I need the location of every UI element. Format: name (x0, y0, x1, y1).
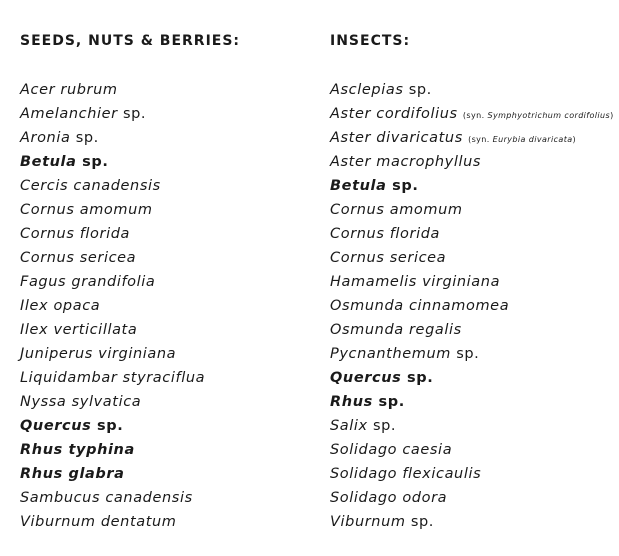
plant-genus: Osmunda (330, 322, 404, 338)
plant-suffix: sp. (82, 154, 109, 170)
plant-genus: Viburnum (330, 514, 406, 530)
plant-species: odora (402, 490, 448, 506)
plant-list-item (20, 390, 310, 414)
plant-suffix: sp. (408, 82, 432, 98)
plant-suffix: sp. (75, 130, 99, 146)
plant-genus: Aronia (20, 130, 71, 146)
plant-species: flexicaulis (402, 466, 482, 482)
plant-species: amomum (79, 202, 153, 218)
synonym-note (463, 111, 614, 120)
plant-genus: Ilex (20, 298, 49, 314)
plant-species: regalis (408, 322, 462, 338)
plant-genus: Solidago (330, 490, 398, 506)
seeds-list (20, 78, 310, 534)
plant-list-item (330, 486, 619, 510)
plant-genus: Pycnanthemum (330, 346, 451, 362)
plant-list-item (20, 438, 310, 462)
plant-species: styraciflua (122, 370, 206, 386)
synonym-prefix: (syn. (468, 135, 490, 144)
plant-list-item (330, 318, 619, 342)
synonym-suffix: ) (610, 111, 614, 120)
insects-column (330, 32, 619, 534)
plant-list-item (20, 102, 310, 126)
plant-list-item (20, 126, 310, 150)
plant-list-item (330, 366, 619, 390)
plant-genus: Aster (330, 130, 372, 146)
plant-species: cinnamomea (408, 298, 510, 314)
plant-list-item (20, 462, 310, 486)
plant-list-item (330, 174, 619, 198)
plant-list-item (330, 102, 619, 126)
plant-genus: Amelanchier (20, 106, 118, 122)
plant-list-item (330, 390, 619, 414)
plant-list-item (20, 318, 310, 342)
plant-species: glabra (68, 466, 125, 482)
plant-list-item (330, 126, 619, 150)
plant-genus: Sambucus (20, 490, 101, 506)
plant-list-item (330, 510, 619, 534)
plant-genus: Viburnum (20, 514, 96, 530)
plant-genus: Cornus (330, 250, 385, 266)
plant-suffix: sp. (392, 178, 419, 194)
plant-species: cordifolius (376, 106, 458, 122)
plant-list-item (20, 414, 310, 438)
plant-genus: Solidago (330, 442, 398, 458)
plant-genus: Solidago (330, 466, 398, 482)
plant-list-item (20, 150, 310, 174)
plant-genus: Quercus (20, 418, 92, 434)
plant-list-item (20, 294, 310, 318)
plant-list-item (330, 414, 619, 438)
plant-genus: Betula (20, 154, 77, 170)
plant-genus: Betula (330, 178, 387, 194)
plant-species: sericea (79, 250, 137, 266)
plant-genus: Rhus (20, 466, 63, 482)
plant-genus: Asclepias (330, 82, 404, 98)
plant-list-item (20, 510, 310, 534)
plant-list-item (330, 222, 619, 246)
plant-suffix: sp. (407, 370, 434, 386)
plant-species: virginiana (422, 274, 501, 290)
plant-list-item (330, 270, 619, 294)
plant-list-item (20, 78, 310, 102)
plant-suffix: sp. (456, 346, 480, 362)
plant-list-item (330, 150, 619, 174)
plant-species: caesia (402, 442, 453, 458)
plant-genus: Hamamelis (330, 274, 417, 290)
plant-species: canadensis (73, 178, 161, 194)
plant-suffix: sp. (372, 418, 397, 434)
plant-list-item (20, 366, 310, 390)
plant-genus: Cornus (20, 202, 75, 218)
plant-genus: Quercus (330, 370, 402, 386)
plant-genus: Cornus (20, 226, 75, 242)
plant-list-item (330, 342, 619, 366)
synonym-prefix: (syn. (462, 111, 485, 120)
plant-list-item (330, 294, 619, 318)
synonym-name: Eurybia divaricata (492, 135, 573, 144)
plant-species: typhina (68, 442, 135, 458)
plant-genus: Aster (330, 154, 372, 170)
plant-list-item (330, 78, 619, 102)
plant-genus: Cornus (330, 202, 385, 218)
plant-list-item (330, 438, 619, 462)
seeds-nuts-berries-column (20, 32, 310, 534)
plant-list-item (20, 174, 310, 198)
seeds-heading: SEEDS, NUTS & BERRIES: (20, 33, 241, 49)
plant-species: amomum (389, 202, 463, 218)
plant-species: canadensis (105, 490, 193, 506)
plant-species: sericea (389, 250, 447, 266)
plant-suffix: sp. (97, 418, 124, 434)
plant-species: virginiana (98, 346, 177, 362)
synonym-note (468, 135, 576, 144)
plant-species: sylvatica (71, 394, 142, 410)
plant-genus: Fagus (20, 274, 67, 290)
plant-list-item (20, 222, 310, 246)
plant-genus: Osmunda (330, 298, 404, 314)
plant-list-item (20, 246, 310, 270)
plant-genus: Ilex (20, 322, 49, 338)
plant-species: opaca (53, 298, 101, 314)
insects-heading: INSECTS: (330, 33, 411, 49)
plant-genus: Rhus (20, 442, 63, 458)
plant-list-item (20, 486, 310, 510)
plant-species: macrophyllus (376, 154, 482, 170)
plant-list-item (330, 246, 619, 270)
plant-list-item (20, 198, 310, 222)
plant-genus: Juniperus (20, 346, 93, 362)
plant-species: florida (79, 226, 131, 242)
plant-suffix: sp. (378, 394, 405, 410)
plant-list-item (330, 462, 619, 486)
plant-list-item (20, 270, 310, 294)
plant-list-item (330, 198, 619, 222)
plant-genus: Cornus (20, 250, 75, 266)
plant-genus: Aster (330, 106, 372, 122)
plant-genus: Salix (330, 418, 368, 434)
plant-species: rubrum (60, 82, 118, 98)
plant-species: florida (389, 226, 441, 242)
synonym-suffix: ) (572, 135, 577, 144)
plant-genus: Cornus (330, 226, 385, 242)
plant-genus: Liquidambar (20, 370, 118, 386)
plant-species: grandifolia (71, 274, 156, 290)
plant-list-item (20, 342, 310, 366)
plant-genus: Cercis (20, 178, 69, 194)
plant-suffix: sp. (410, 514, 434, 530)
plant-genus: Rhus (330, 394, 373, 410)
plant-species: dentatum (100, 514, 177, 530)
plant-genus: Nyssa (20, 394, 67, 410)
insects-list (330, 78, 619, 534)
plant-species: verticillata (53, 322, 138, 338)
plant-suffix: sp. (122, 106, 147, 122)
plant-species: divaricatus (376, 130, 463, 146)
plant-genus: Acer (20, 82, 56, 98)
synonym-name: Symphyotrichum cordifolius (487, 111, 611, 120)
